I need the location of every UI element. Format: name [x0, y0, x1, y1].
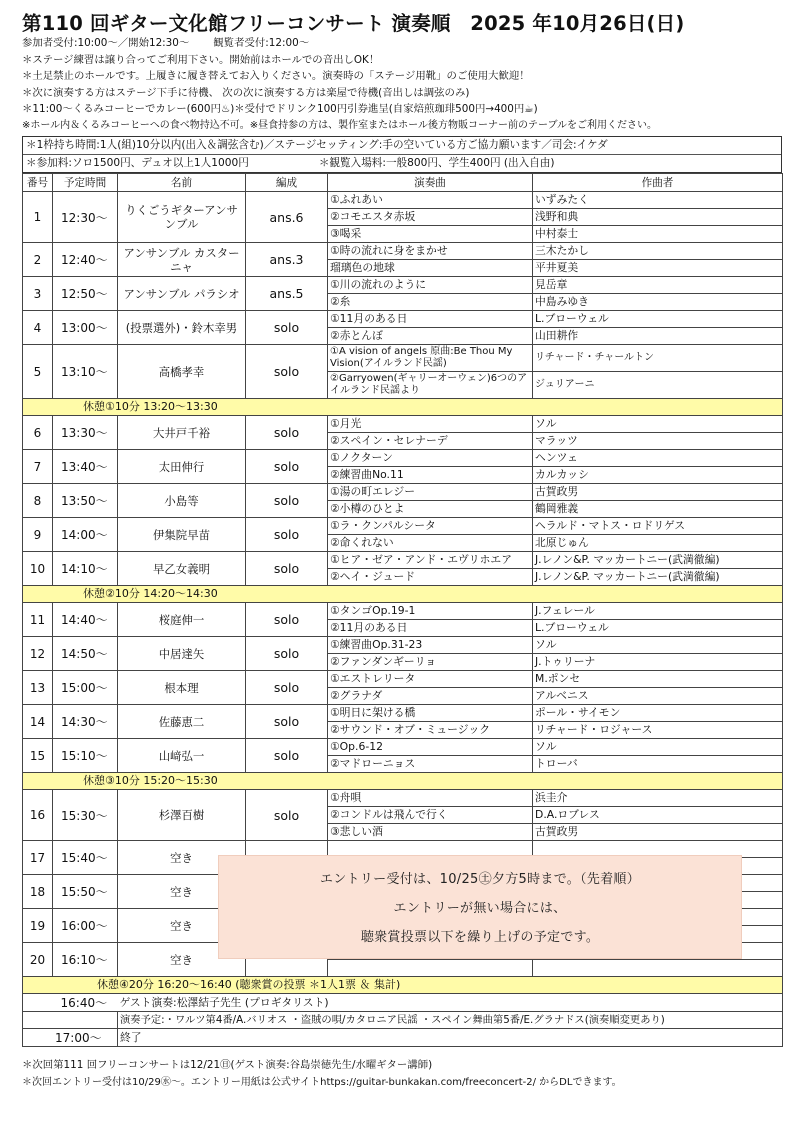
entry-time: 14:50～ — [53, 637, 118, 671]
song-title: ②11月のある日 — [328, 620, 533, 637]
entry-number: 5 — [23, 345, 53, 399]
ensemble-type: solo — [246, 416, 328, 450]
end-label: 終了 — [118, 1029, 783, 1047]
break-label: 休憩①10分 13:20～13:30 — [83, 400, 218, 413]
entry-number: 17 — [23, 841, 53, 875]
audience-reception: 観覧者受付:12:00～ — [213, 37, 310, 49]
page-title: 第110 回ギター文化館フリーコンサート 演奏順 2025 年10月26日(日) — [22, 12, 685, 35]
ensemble-type: solo — [246, 484, 328, 518]
composer: 浅野和典 — [533, 209, 783, 226]
entry-number: 20 — [23, 943, 53, 977]
rules-row-fees — [23, 154, 781, 172]
entry-number: 4 — [23, 311, 53, 345]
performer-name: 中居達矢 — [118, 637, 246, 671]
ensemble-type: solo — [246, 671, 328, 705]
composer: 浜圭介 — [533, 790, 783, 807]
song-title: ①ふれあい — [328, 192, 533, 209]
ensemble-type: solo — [246, 705, 328, 739]
song-title — [328, 960, 533, 977]
entry-time: 12:50～ — [53, 277, 118, 311]
song-title: ②コモエスタ赤坂 — [328, 209, 533, 226]
ensemble-type: solo — [246, 518, 328, 552]
entry-time: 16:00～ — [53, 909, 118, 943]
col-header-composer: 作曲者 — [533, 174, 783, 192]
col-header-time: 予定時間 — [53, 174, 118, 192]
performer-name: 空き — [118, 909, 246, 943]
entry-row — [23, 790, 783, 807]
entry-number: 19 — [23, 909, 53, 943]
guest-program-row — [23, 1012, 783, 1029]
break-label: 休憩②10分 14:20～14:30 — [83, 587, 218, 600]
song-title: ②ファンダンギーリョ — [328, 654, 533, 671]
col-header-song: 演奏曲 — [328, 174, 533, 192]
entry-time: 13:50～ — [53, 484, 118, 518]
break-row — [23, 586, 783, 603]
guest-program: 演奏予定:・ワルツ第4番/A.バリオス ・盗賊の唄/カタロニア民謡 ・スペイン舞曲第5番/E.グラナドス(演奏順変更あり) — [118, 1012, 783, 1029]
entry-row — [23, 739, 783, 756]
song-title: ①タンゴOp.19-1 — [328, 603, 533, 620]
rules-box — [22, 136, 782, 173]
entry-time: 13:30～ — [53, 416, 118, 450]
composer: 古賀政男 — [533, 824, 783, 841]
song-title: ①ラ・クンパルシータ — [328, 518, 533, 535]
ensemble-type: solo — [246, 345, 328, 399]
footer-notes — [22, 1057, 782, 1091]
composer: ソル — [533, 416, 783, 433]
entry-time: 16:10～ — [53, 943, 118, 977]
song-title: ②小樽のひとよ — [328, 501, 533, 518]
entry-row — [23, 416, 783, 433]
performer-name: 早乙女義明 — [118, 552, 246, 586]
entry-time: 15:40～ — [53, 841, 118, 875]
composer: 三木たかし — [533, 243, 783, 260]
composer: リチャード・ロジャース — [533, 722, 783, 739]
composer: 古賀政男 — [533, 484, 783, 501]
composer: いずみたく — [533, 192, 783, 209]
entry-number: 16 — [23, 790, 53, 841]
composer: カルカッシ — [533, 467, 783, 484]
ensemble-type: solo — [246, 637, 328, 671]
entry-number: 6 — [23, 416, 53, 450]
entry-row — [23, 192, 783, 209]
song-title: ①川の流れのように — [328, 277, 533, 294]
composer: J.レノン&P. マッカートニー(武満徹編) — [533, 552, 783, 569]
composer: 中村泰士 — [533, 226, 783, 243]
composer: J.レノン&P. マッカートニー(武満徹編) — [533, 569, 783, 586]
entry-number: 14 — [23, 705, 53, 739]
info-line: ＊11:00～くるみコーヒーでカレー(600円♨)＊受付でドリンク100円引券進呈(自家焙煎珈琲500円→400円☕) — [22, 103, 538, 115]
entry-time: 12:30～ — [53, 192, 118, 243]
performer-name: 大井戸千裕 — [118, 416, 246, 450]
end-row — [23, 1029, 783, 1047]
entry-number: 18 — [23, 875, 53, 909]
rules-row-time: ＊1枠持ち時間:1人(組)10分以内(出入＆調弦含む)／ステージセッティング:手の空いている方ご協力願います／司会:イケダ — [26, 139, 608, 151]
performer-name: 山﨑弘一 — [118, 739, 246, 773]
song-title: ②命くれない — [328, 535, 533, 552]
entry-number: 9 — [23, 518, 53, 552]
performer-name: 空き — [118, 841, 246, 875]
entry-number: 11 — [23, 603, 53, 637]
col-header-number: 番号 — [23, 174, 53, 192]
song-title: ①11月のある日 — [328, 311, 533, 328]
entry-notice-line: エントリー受付は、10/25㊏夕方5時まで。（先着順） — [319, 872, 641, 887]
ensemble-type: solo — [246, 311, 328, 345]
break-label: 休憩③10分 15:20～15:30 — [83, 774, 218, 787]
col-header-name: 名前 — [118, 174, 246, 192]
song-title: ②ヘイ・ジュード — [328, 569, 533, 586]
composer: ポール・サイモン — [533, 705, 783, 722]
composer: L.ブローウェル — [533, 311, 783, 328]
ensemble-type: solo — [246, 739, 328, 773]
guest-line: ゲスト演奏:松澤結子先生 (プロギタリスト) — [118, 994, 783, 1012]
performer-name: 空き — [118, 875, 246, 909]
ensemble-type: solo — [246, 552, 328, 586]
entry-time: 13:40～ — [53, 450, 118, 484]
song-title: ①エストレリータ — [328, 671, 533, 688]
composer: 鶴岡雅義 — [533, 501, 783, 518]
song-title: ②マドローニョス — [328, 756, 533, 773]
performer-name: 空き — [118, 943, 246, 977]
performer-name: 小島等 — [118, 484, 246, 518]
entry-time: 15:50～ — [53, 875, 118, 909]
song-title: ①A vision of angels 原曲:Be Thou My Vision(アイルランド民謡) — [328, 345, 533, 372]
footer-line: ＊次回エントリー受付は10/29㊌～。エントリー用紙は公式サイトhttps://guitar-bunkakan.com/freeconcert-2/ からDLできます。 — [22, 1077, 622, 1088]
song-title: 瑠璃色の地球 — [328, 260, 533, 277]
entry-number: 8 — [23, 484, 53, 518]
performer-name: (投票選外)・鈴木幸男 — [118, 311, 246, 345]
entry-row — [23, 311, 783, 328]
entry-row — [23, 603, 783, 620]
entry-notice-line: 聴衆賞投票以下を繰り上げの予定です。 — [360, 930, 600, 945]
participant-fee: ＊参加料:ソロ1500円、デュオ以上1人1000円 — [26, 157, 249, 169]
ensemble-type: solo — [246, 450, 328, 484]
song-title: ②糸 — [328, 294, 533, 311]
song-title: ①練習曲Op.31-23 — [328, 637, 533, 654]
entry-number: 1 — [23, 192, 53, 243]
entry-time: 15:00～ — [53, 671, 118, 705]
info-block — [22, 35, 782, 134]
audience-fee: ＊観覧入場料:一般800円、学生400円 (出入自由) — [318, 157, 555, 169]
composer: J.フェレール — [533, 603, 783, 620]
performer-name: 伊集院早苗 — [118, 518, 246, 552]
song-title: ①舟唄 — [328, 790, 533, 807]
performer-name: 杉澤百樹 — [118, 790, 246, 841]
entry-notice-box — [218, 855, 742, 959]
performer-name: アンサンブル カスターニャ — [118, 243, 246, 277]
song-title: ②サウンド・オブ・ミュージック — [328, 722, 533, 739]
song-title: ②赤とんぼ — [328, 328, 533, 345]
info-line: ※ホール内＆くるみコーヒーへの食べ物持込不可。※昼食持参の方は、製作室またはホール後方物販コーナー前のテーブルをご利用ください。 — [22, 119, 658, 131]
entry-time: 12:40～ — [53, 243, 118, 277]
composer — [533, 960, 783, 977]
entry-row — [23, 243, 783, 260]
composer: アルベニス — [533, 688, 783, 705]
composer: ジュリアーニ — [533, 372, 783, 399]
guest-row — [23, 994, 783, 1012]
song-title: ③喝采 — [328, 226, 533, 243]
entry-row — [23, 450, 783, 467]
entry-number: 13 — [23, 671, 53, 705]
info-line: ＊次に演奏する方はステージ下手に待機、 次の次に演奏する方は楽屋で待機(音出しは調弦のみ) — [22, 86, 470, 99]
entry-notice-line: エントリーが無い場合には、 — [393, 901, 567, 916]
entry-time: 14:40～ — [53, 603, 118, 637]
composer: M.ポンセ — [533, 671, 783, 688]
song-title: ①湯の町エレジー — [328, 484, 533, 501]
end-time: 17:00～ — [23, 1029, 118, 1047]
performer-name: 太田伸行 — [118, 450, 246, 484]
guest-time: 16:40～ — [53, 994, 118, 1012]
participant-reception: 参加者受付:10:00～／開始12:30～ — [22, 37, 190, 49]
composer: ソル — [533, 637, 783, 654]
song-title: ②コンドルは飛んで行く — [328, 807, 533, 824]
song-title: ②スペイン・セレナーデ — [328, 433, 533, 450]
song-title: ③悲しい酒 — [328, 824, 533, 841]
entry-number: 15 — [23, 739, 53, 773]
table-header-row — [23, 174, 783, 192]
performer-name: りくごうギターアンサンブル — [118, 192, 246, 243]
entry-row — [23, 637, 783, 654]
entry-row — [23, 518, 783, 535]
song-title: ①Op.6-12 — [328, 739, 533, 756]
composer: リチャード・チャールトン — [533, 345, 783, 372]
final-break-label: 休憩④20分 16:20～16:40 (聴衆賞の投票 ＊1人1票 ＆ 集計) — [97, 978, 401, 991]
performer-name: 桜庭伸一 — [118, 603, 246, 637]
entry-time: 13:00～ — [53, 311, 118, 345]
song-title: ②グラナダ — [328, 688, 533, 705]
entry-number: 3 — [23, 277, 53, 311]
col-header-type: 編成 — [246, 174, 328, 192]
composer: 北原じゅん — [533, 535, 783, 552]
entry-time: 14:10～ — [53, 552, 118, 586]
entry-time: 13:10～ — [53, 345, 118, 399]
song-title: ②練習曲No.11 — [328, 467, 533, 484]
break-row — [23, 977, 783, 994]
entry-time: 15:30～ — [53, 790, 118, 841]
performer-name: 佐藤恵二 — [118, 705, 246, 739]
ensemble-type: solo — [246, 790, 328, 841]
entry-time: 15:10～ — [53, 739, 118, 773]
closing-rows — [23, 977, 783, 1047]
composer: D.A.ロブレス — [533, 807, 783, 824]
song-title: ①ノクターン — [328, 450, 533, 467]
composer: ヘラルド・マトス・ロドリゲス — [533, 518, 783, 535]
song-title: ①月光 — [328, 416, 533, 433]
entry-row — [23, 345, 783, 372]
ensemble-type: ans.6 — [246, 192, 328, 243]
performer-name: 根本理 — [118, 671, 246, 705]
performer-name: アンサンブル パラシオ — [118, 277, 246, 311]
entry-time: 14:30～ — [53, 705, 118, 739]
info-line: ＊土足禁止のホールです。上履きに履き替えてお入りください。演奏時の「ステージ用靴」のご使用大歓迎！ — [22, 70, 530, 82]
song-title: ①ヒア・ゼア・アンド・エヴリホエア — [328, 552, 533, 569]
entry-row — [23, 705, 783, 722]
ensemble-type: ans.5 — [246, 277, 328, 311]
reception-line — [22, 35, 782, 52]
composer: 見岳章 — [533, 277, 783, 294]
entry-row — [23, 671, 783, 688]
song-title: ①明日に架ける橋 — [328, 705, 533, 722]
entry-row — [23, 277, 783, 294]
ensemble-type: ans.3 — [246, 243, 328, 277]
entry-number: 12 — [23, 637, 53, 671]
break-row — [23, 399, 783, 416]
composer: ソル — [533, 739, 783, 756]
song-title: ①時の流れに身をまかせ — [328, 243, 533, 260]
composer: 中島みゆき — [533, 294, 783, 311]
composer: J.トゥリーナ — [533, 654, 783, 671]
break-row — [23, 773, 783, 790]
entry-number: 2 — [23, 243, 53, 277]
entry-number: 7 — [23, 450, 53, 484]
footer-line: ＊次回第111 回フリーコンサートは12/21㊐(ゲスト演奏:谷島崇徳先生/水曜ギター講師) — [22, 1059, 433, 1071]
ensemble-type: solo — [246, 603, 328, 637]
composer: トローバ — [533, 756, 783, 773]
composer: 山田耕作 — [533, 328, 783, 345]
performer-name: 高橋孝幸 — [118, 345, 246, 399]
entry-row — [23, 484, 783, 501]
entry-row — [23, 552, 783, 569]
composer: マラッツ — [533, 433, 783, 450]
entry-number: 10 — [23, 552, 53, 586]
composer: ヘンツェ — [533, 450, 783, 467]
info-line: ＊ステージ練習は譲り合ってご利用下さい。開始前はホールでの音出しOK！ — [22, 53, 380, 66]
composer: L.ブローウェル — [533, 620, 783, 637]
entry-time: 14:00～ — [53, 518, 118, 552]
composer: 平井夏美 — [533, 260, 783, 277]
song-title: ②Garryowen(ギャリーオーウェン)6つのアイルランド民謡より — [328, 372, 533, 399]
